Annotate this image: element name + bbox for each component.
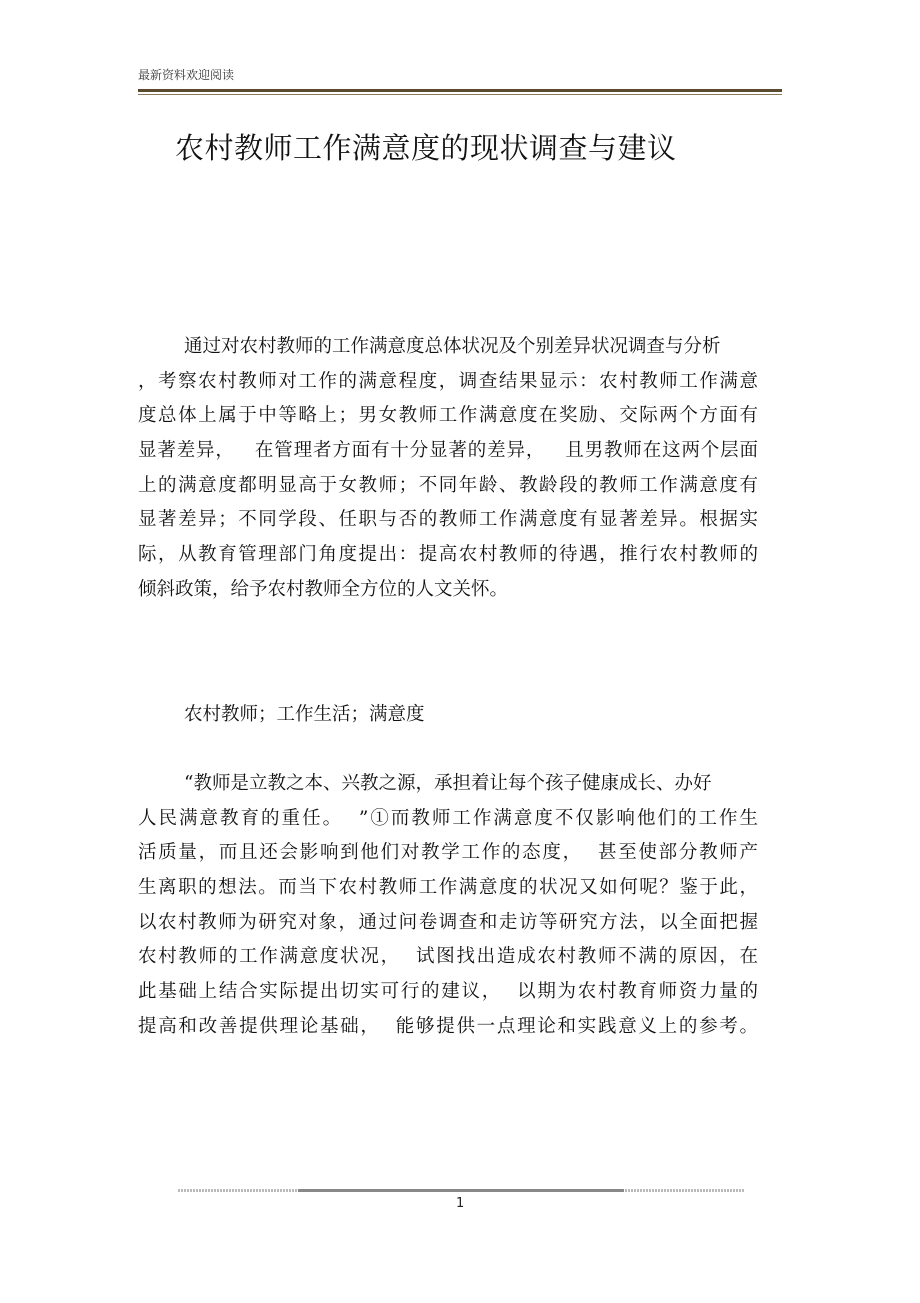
header-divider-thin (138, 94, 782, 95)
page-number: 1 (456, 1196, 465, 1211)
abstract-line: 度总体上属于中等略上；男女教师工作满意度在奖励、交际两个方面有 (138, 405, 758, 427)
footer-divider (178, 1189, 744, 1192)
abstract-line: 际，从教育管理部门角度提出：提高农村教师的待遇，推行农村教师的 (138, 544, 758, 566)
abstract-paragraph (138, 336, 758, 614)
body-line: 以农村教师为研究对象，通过问卷调查和走访等研究方法，以全面把握 (138, 911, 758, 933)
abstract-line: 通过对农村教师的工作满意度总体状况及个别差异状况调查与分析 (184, 336, 721, 357)
body-line: 农村教师的工作满意度状况， 试图找出造成农村教师不满的原因，在 (138, 946, 758, 968)
abstract-line: 显著差异， 在管理者方面有十分显著的差异， 且男教师在这两个层面 (138, 440, 758, 462)
header-divider (138, 89, 782, 96)
abstract-line: 倾斜政策，给予农村教师全方位的人文关怀。 (138, 578, 509, 600)
body-line: 提高和改善提供理论基础， 能够提供一点理论和实践意义上的参考。 (138, 1015, 758, 1037)
body-line: “教师是立教之本、兴教之源，承担着让每个孩子健康成长、办好 (184, 773, 712, 794)
document-title: 农村教师工作满意度的现状调查与建议 (175, 131, 677, 165)
keywords-text: 农村教师；工作生活；满意度 (184, 704, 425, 725)
abstract-line: 显著差异；不同学段、任职与否的教师工作满意度有显著差异。根据实 (138, 509, 758, 531)
footer-divider-center (298, 1189, 624, 1192)
body-line: 生离职的想法。而当下农村教师工作满意度的状况又如何呢？鉴于此， (138, 877, 758, 899)
keywords-line (138, 704, 758, 739)
body-line: 人民满意教育的重任。 ”①而教师工作满意度不仅影响他们的工作生 (138, 807, 758, 829)
header-divider-thick (138, 89, 782, 92)
body-line: 此基础上结合实际提出切实可行的建议， 以期为农村教育师资力量的 (138, 981, 758, 1003)
body-paragraph (138, 773, 758, 1051)
body-line: 活质量，而且还会影响到他们对教学工作的态度， 甚至使部分教师产 (138, 842, 758, 864)
abstract-line: 上的满意度都明显高于女教师；不同年龄、教龄段的教师工作满意度有 (138, 474, 758, 496)
abstract-line: ，考察农村教师对工作的满意程度，调查结果显示：农村教师工作满意 (138, 370, 758, 392)
running-header: 最新资料欢迎阅读 (138, 68, 235, 82)
